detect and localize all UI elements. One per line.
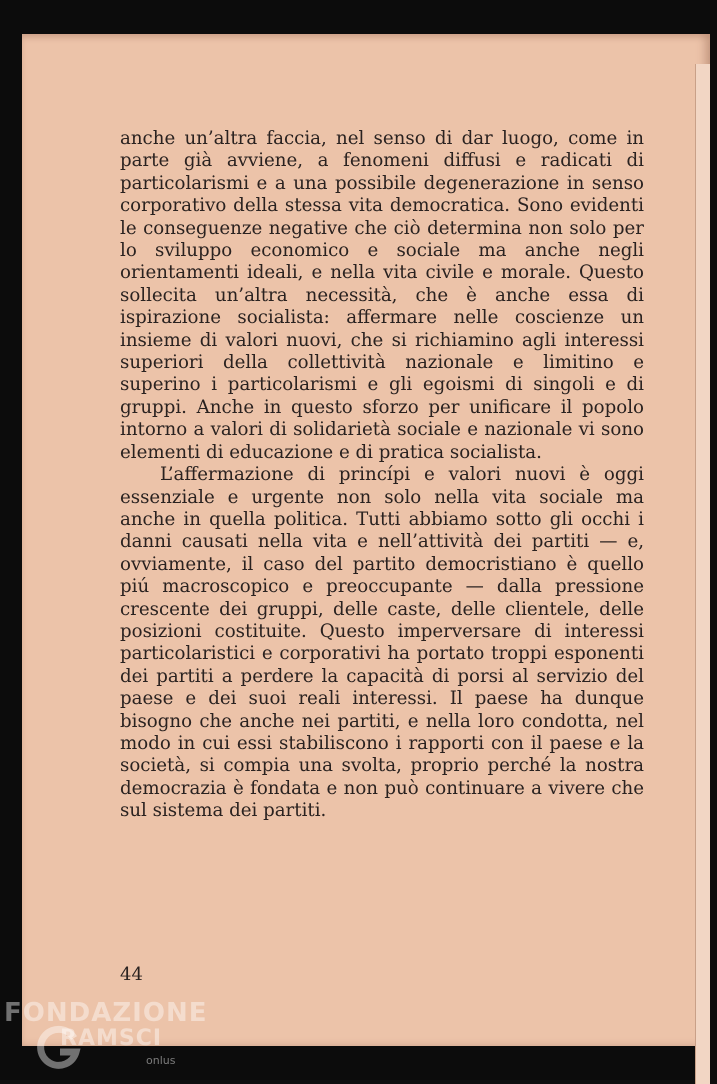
- fondazione-gramsci-watermark: [4, 998, 208, 1076]
- page-edge: [695, 64, 710, 1084]
- page-number: 44: [120, 964, 143, 985]
- watermark-line1: FONDAZIONE: [4, 998, 208, 1028]
- paragraph-2: L’affermazione di princípi e valori nuovi è oggi essenziale e urgente non solo nella vita sociale ma anche in quella politica. Tutti abbiamo sotto gli occhi i danni causati nella vita e nell’attività dei partiti — e, ovviamente, il caso del partito democristiano è quello piú macroscopico e preoccupante — dalla pressione crescente dei gruppi, delle caste, delle clientele, delle posizioni costituite. Questo imperversare di interessi particolaristici e corporativi ha portato troppi esponenti dei partiti a perdere la capacità di porsi al servizio del paese e dei suoi reali interessi. Il paese ha dunque bisogno che anche nei partiti, e nella loro condotta, nel modo in cui essi stabiliscono i rapporti con il paese e la società, si compia una svolta, proprio perché la nostra democrazia è fondata e non può continuare a vivere che sul sistema dei partiti.: [120, 464, 644, 822]
- paragraph-1: anche un’altra faccia, nel senso di dar luogo, come in parte già avviene, a fenomeni diffusi e radicati di particolarismi e a una possibile degenerazione in senso corporativo della stessa vita democratica. Sono evidenti le conseguenze negative che ciò determina non solo per lo sviluppo economico e sociale ma anche negli orientamenti ideali, e nella vita civile e morale. Questo sollecita un’altra necessità, che è anche essa di ispirazione socialista: affermare nelle coscienze un insieme di valori nuovi, che si richiamino agli interessi superiori della collettività nazionale e limitino e superino i particolarismi e gli egoismi di singoli e di gruppi. Anche in questo sforzo per unificare il popolo intorno a valori di solidarietà sociale e nazionale vi sono elementi di educazione e di pratica socialista.: [120, 128, 644, 463]
- body-text: [120, 128, 644, 823]
- watermark-line2: RAMSCI: [60, 1026, 163, 1051]
- watermark-suffix: onlus: [146, 1054, 176, 1067]
